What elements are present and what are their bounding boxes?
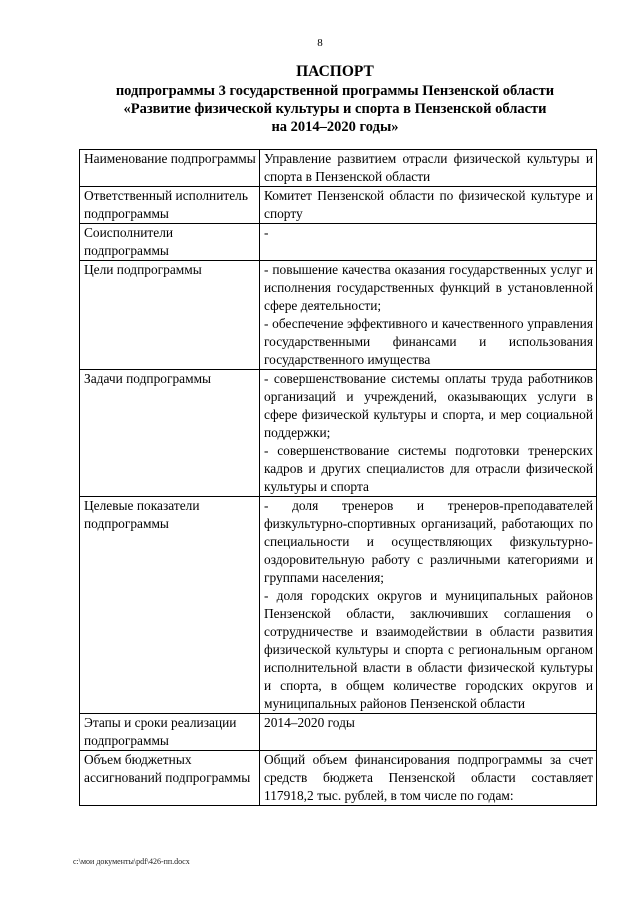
table-row: [80, 714, 597, 751]
table-row: [80, 150, 597, 187]
value-paragraph: Комитет Пензенской области по физической культуре и спорту: [264, 188, 593, 221]
row-label: Цели подпрограммы: [80, 261, 260, 370]
row-label: Ответственный исполнитель подпрограммы: [80, 187, 260, 224]
row-value: [260, 714, 597, 751]
table-row: [80, 187, 597, 224]
row-value: [260, 497, 597, 714]
value-paragraph: Управление развитием отрасли физической культуры и спорта в Пензенской области: [264, 151, 593, 184]
document-title: [60, 63, 610, 136]
value-paragraph: - доля тренеров и тренеров-преподавателей физкультурно-спортивных организаций, работающих по специальности и осуществляющих физкультурно-оздоровительную работу с различными категориями и группами населения;: [264, 498, 593, 585]
row-value: [260, 224, 597, 261]
value-paragraph: Общий объем финансирования подпрограммы за счет средств бюджета Пензенской области составляет 117918,2 тыс. рублей, в том числе по годам:: [264, 752, 593, 803]
row-value: [260, 370, 597, 497]
title-line-3: «Развитие физической культуры и спорта в Пензенской области: [123, 101, 547, 117]
value-paragraph: - повышение качества оказания государственных услуг и исполнения государственных функций в установленной сфере деятельности;: [264, 262, 593, 313]
table-row: [80, 497, 597, 714]
page-number: 8: [317, 37, 323, 49]
row-value: [260, 751, 597, 806]
value-paragraph: - совершенствование системы оплаты труда работников организаций и учреждений, оказывающих услуги в сфере физической культуры и спорта, и мер социальной поддержки;: [264, 371, 593, 440]
table-row: [80, 261, 597, 370]
value-paragraph: - совершенствование системы подготовки тренерских кадров и других специалистов для отрасли физической культуры и спорта: [264, 443, 593, 494]
table-row: [80, 370, 597, 497]
row-label: Соисполнители подпрограммы: [80, 224, 260, 261]
row-value: [260, 150, 597, 187]
title-line-2: подпрограммы 3 государственной программы Пензенской области: [115, 83, 555, 99]
title-line-1: ПАСПОРТ: [296, 63, 374, 80]
row-label: Задачи подпрограммы: [80, 370, 260, 497]
table-row: [80, 224, 597, 261]
row-label: Целевые показатели подпрограммы: [80, 497, 260, 714]
passport-table: [79, 149, 597, 806]
table-row: [80, 751, 597, 806]
value-paragraph: -: [264, 225, 269, 240]
row-label: Наименование подпрограммы: [80, 150, 260, 187]
value-paragraph: - доля городских округов и муниципальных районов Пензенской области, заключивших соглашения о сотрудничестве и взаимодействии в области развития физической культуры и спорта с региональным органом исполнительной власти в области физической культуры и спорта, в общем количестве городских округов и муниципальных районов Пензенской области: [264, 588, 593, 711]
title-line-4: на 2014–2020 годы»: [271, 119, 399, 135]
value-paragraph: - обеспечение эффективного и качественного управления государственными финансами и использования государственного имущества: [264, 316, 593, 367]
row-value: [260, 187, 597, 224]
value-paragraph: 2014–2020 годы: [264, 715, 355, 730]
file-path-footer: c:\мои документы\pdf\426-пп.docx: [73, 857, 190, 866]
row-value: [260, 261, 597, 370]
row-label: Этапы и сроки реализации подпрограммы: [80, 714, 260, 751]
row-label: Объем бюджетных ассигнований подпрограммы: [80, 751, 260, 806]
